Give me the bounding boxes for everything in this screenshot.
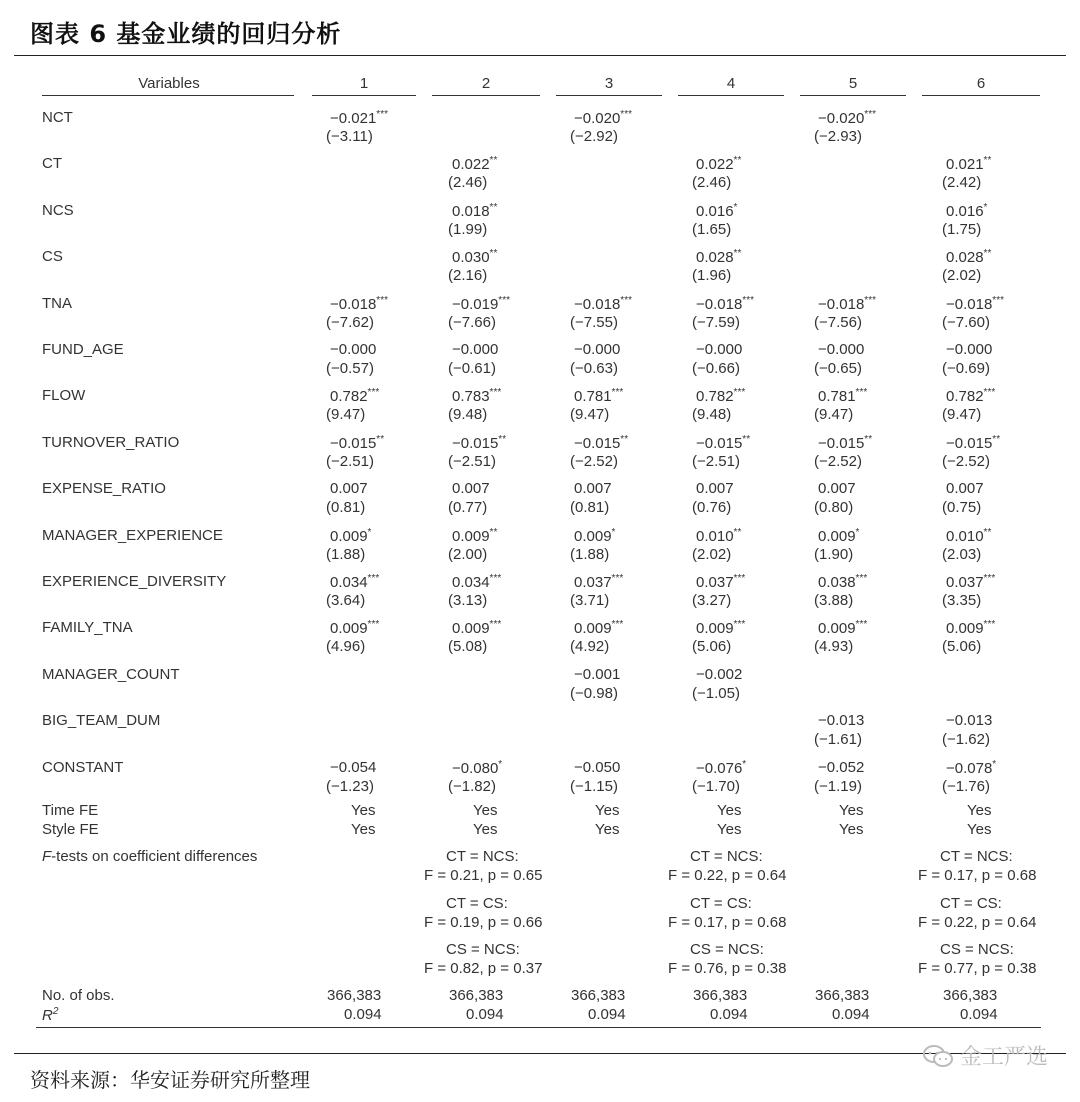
coef-tna-6: −0.018*** — [946, 294, 1004, 313]
tstat-turnover_ratio-5: (−2.52) — [814, 452, 862, 470]
coef-ncs-2: 0.018** — [452, 201, 498, 220]
style-fe-1: Yes — [351, 821, 376, 838]
tstat-expense_ratio-4: (0.76) — [692, 499, 732, 517]
style-fe-5: Yes — [839, 821, 864, 838]
ftest-name-1-col-4: CT = NCS: — [690, 848, 763, 865]
tstat-turnover_ratio-1: (−2.51) — [326, 452, 374, 470]
coef-manager_experience-1: 0.009* — [330, 526, 372, 545]
ftest-value-3-col-4: F = 0.76, p = 0.38 — [668, 960, 787, 977]
tstat-expense_ratio-6: (0.75) — [942, 499, 982, 517]
coef-nct-1: −0.021*** — [330, 109, 388, 127]
ftest-name-1-col-6: CT = NCS: — [940, 848, 1013, 865]
coef-manager_experience-6: 0.010** — [946, 526, 992, 545]
ftest-value-2-col-4: F = 0.17, p = 0.68 — [668, 913, 787, 931]
label-obs: No. of obs. — [42, 987, 115, 1004]
coef-ct-4: 0.022** — [696, 155, 742, 174]
tstat-expense_ratio-1: (0.81) — [326, 499, 366, 517]
label-time-fe: Time FE — [42, 802, 99, 819]
time-fe-2: Yes — [473, 802, 498, 819]
coef-flow-4: 0.782*** — [696, 387, 746, 406]
obs-5: 366,383 — [815, 987, 870, 1004]
header-rule-col-5 — [800, 95, 906, 96]
tstat-ncs-4: (1.65) — [692, 220, 732, 238]
wechat-icon — [922, 1044, 954, 1068]
coef-flow-2: 0.783*** — [452, 387, 502, 406]
tstat-family_tna-6: (5.06) — [942, 638, 982, 656]
var-ncs: NCS — [42, 201, 74, 219]
header-rule-col-3 — [556, 95, 662, 96]
tstat-fund_age-4: (−0.66) — [692, 360, 740, 377]
obs-4: 366,383 — [693, 987, 748, 1004]
tstat-flow-4: (9.48) — [692, 406, 732, 424]
coef-constant-1: −0.054 — [330, 758, 377, 776]
var-big_team_dum: BIG_TEAM_DUM — [42, 712, 161, 730]
bottom-rule — [14, 1053, 1066, 1054]
header-rule-col-1 — [312, 95, 416, 96]
coef-turnover_ratio-4: −0.015** — [696, 433, 751, 452]
tstat-nct-1: (−3.11) — [326, 128, 373, 145]
coef-constant-3: −0.050 — [574, 758, 621, 776]
coef-ct-6: 0.021** — [946, 155, 992, 174]
ftest-name-1-col-2: CT = NCS: — [446, 848, 519, 865]
tstat-constant-2: (−1.82) — [448, 777, 496, 795]
tstat-turnover_ratio-6: (−2.52) — [942, 452, 990, 470]
coef-constant-4: −0.076* — [696, 758, 747, 777]
var-family_tna: FAMILY_TNA — [42, 619, 133, 637]
coef-turnover_ratio-2: −0.015** — [452, 433, 507, 452]
coef-turnover_ratio-3: −0.015** — [574, 433, 629, 452]
coef-cs-6: 0.028** — [946, 248, 992, 267]
tstat-cs-2: (2.16) — [448, 267, 488, 285]
tstat-experience_diversity-2: (3.13) — [448, 592, 488, 609]
label-ftests: F-tests on coefficient differences — [42, 848, 258, 865]
header-variables: Variables — [138, 75, 200, 92]
var-tna: TNA — [42, 294, 72, 312]
tstat-turnover_ratio-3: (−2.52) — [570, 452, 618, 470]
tstat-family_tna-1: (4.96) — [326, 638, 366, 656]
var-constant: CONSTANT — [42, 758, 124, 776]
tstat-manager_experience-2: (2.00) — [448, 545, 488, 563]
tstat-fund_age-6: (−0.69) — [942, 360, 990, 377]
tstat-fund_age-5: (−0.65) — [814, 360, 862, 377]
coef-family_tna-4: 0.009*** — [696, 619, 746, 638]
tstat-manager_experience-3: (1.88) — [570, 545, 610, 563]
tstat-manager_experience-1: (1.88) — [326, 545, 366, 563]
tstat-family_tna-3: (4.92) — [570, 638, 610, 656]
coef-flow-5: 0.781*** — [818, 387, 868, 406]
tstat-family_tna-2: (5.08) — [448, 638, 488, 656]
coef-family_tna-5: 0.009*** — [818, 619, 868, 638]
coef-ct-2: 0.022** — [452, 155, 498, 174]
tstat-fund_age-2: (−0.61) — [448, 360, 496, 377]
coef-big_team_dum-5: −0.013 — [818, 712, 865, 730]
coef-cs-4: 0.028** — [696, 248, 742, 267]
tstat-family_tna-5: (4.93) — [814, 638, 854, 656]
coef-experience_diversity-6: 0.037*** — [946, 573, 996, 591]
coef-cs-2: 0.030** — [452, 248, 498, 267]
time-fe-4: Yes — [717, 802, 742, 819]
watermark — [922, 1040, 1048, 1071]
coef-big_team_dum-6: −0.013 — [946, 712, 993, 730]
tstat-flow-2: (9.48) — [448, 406, 488, 424]
coef-family_tna-6: 0.009*** — [946, 619, 996, 638]
obs-2: 366,383 — [449, 987, 504, 1004]
tstat-nct-5: (−2.93) — [814, 128, 862, 145]
coef-fund_age-3: −0.000 — [574, 341, 621, 358]
tstat-tna-1: (−7.62) — [326, 313, 374, 331]
tstat-nct-3: (−2.92) — [570, 128, 618, 145]
var-fund_age: FUND_AGE — [42, 341, 124, 358]
tstat-ct-6: (2.42) — [942, 174, 982, 192]
header-col-2: 2 — [481, 75, 491, 92]
tstat-experience_diversity-6: (3.35) — [942, 592, 982, 609]
var-manager_experience: MANAGER_EXPERIENCE — [42, 526, 223, 544]
style-fe-2: Yes — [473, 821, 498, 838]
var-ct: CT — [42, 155, 62, 173]
coef-constant-6: −0.078* — [946, 758, 997, 777]
tstat-big_team_dum-5: (−1.61) — [814, 731, 862, 749]
tstat-experience_diversity-5: (3.88) — [814, 592, 854, 609]
ftest-name-2-col-2: CT = CS: — [446, 894, 508, 912]
label-style-fe: Style FE — [42, 821, 99, 838]
tstat-constant-5: (−1.19) — [814, 777, 862, 795]
var-cs: CS — [42, 248, 63, 266]
tstat-cs-4: (1.96) — [692, 267, 732, 285]
style-fe-3: Yes — [595, 821, 620, 838]
coef-manager_count-3: −0.001 — [574, 665, 621, 683]
coef-expense_ratio-3: 0.007 — [574, 480, 612, 498]
coef-flow-3: 0.781*** — [574, 387, 624, 406]
tstat-ct-4: (2.46) — [692, 174, 732, 192]
coef-experience_diversity-1: 0.034*** — [330, 573, 380, 591]
header-col-6: 6 — [976, 75, 986, 92]
style-fe-4: Yes — [717, 821, 742, 838]
coef-constant-5: −0.052 — [818, 758, 865, 776]
ftest-name-2-col-4: CT = CS: — [690, 894, 752, 912]
coef-nct-3: −0.020*** — [574, 109, 632, 127]
tstat-manager_count-3: (−0.98) — [570, 684, 618, 702]
coef-flow-6: 0.782*** — [946, 387, 996, 406]
header-rule-col-4 — [678, 95, 784, 96]
tstat-constant-6: (−1.76) — [942, 777, 990, 795]
tstat-tna-3: (−7.55) — [570, 313, 618, 331]
ftest-value-3-col-2: F = 0.82, p = 0.37 — [424, 960, 543, 977]
coef-fund_age-5: −0.000 — [818, 341, 865, 358]
coef-fund_age-1: −0.000 — [330, 341, 377, 358]
coef-constant-2: −0.080* — [452, 758, 503, 777]
coef-expense_ratio-5: 0.007 — [818, 480, 856, 498]
var-experience_diversity: EXPERIENCE_DIVERSITY — [42, 573, 227, 590]
var-manager_count: MANAGER_COUNT — [42, 665, 180, 683]
r2-5: 0.094 — [832, 1006, 870, 1023]
obs-1: 366,383 — [327, 987, 382, 1004]
coef-experience_diversity-3: 0.037*** — [574, 573, 624, 591]
r2-3: 0.094 — [588, 1006, 626, 1023]
time-fe-3: Yes — [595, 802, 620, 819]
tstat-manager_experience-6: (2.03) — [942, 545, 982, 563]
time-fe-5: Yes — [839, 802, 864, 819]
var-turnover_ratio: TURNOVER_RATIO — [42, 433, 180, 451]
r2-6: 0.094 — [960, 1006, 998, 1023]
tstat-turnover_ratio-4: (−2.51) — [692, 452, 740, 470]
coef-expense_ratio-6: 0.007 — [946, 480, 984, 498]
coef-turnover_ratio-1: −0.015** — [330, 433, 385, 452]
tstat-tna-2: (−7.66) — [448, 313, 496, 331]
header-rule-col-2 — [432, 95, 540, 96]
coef-tna-1: −0.018*** — [330, 294, 388, 313]
table-bottom-rule — [36, 1027, 1041, 1028]
tstat-experience_diversity-3: (3.71) — [570, 592, 610, 609]
tstat-flow-5: (9.47) — [814, 406, 854, 424]
r2-4: 0.094 — [710, 1006, 748, 1023]
tstat-tna-4: (−7.59) — [692, 313, 740, 331]
time-fe-6: Yes — [967, 802, 992, 819]
coef-expense_ratio-2: 0.007 — [452, 480, 490, 498]
tstat-constant-4: (−1.70) — [692, 777, 740, 795]
var-flow: FLOW — [42, 387, 86, 405]
coef-turnover_ratio-5: −0.015** — [818, 433, 873, 452]
ftest-name-3-col-4: CS = NCS: — [690, 941, 764, 958]
coef-turnover_ratio-6: −0.015** — [946, 433, 1001, 452]
coef-manager_experience-4: 0.010** — [696, 526, 742, 545]
tstat-experience_diversity-4: (3.27) — [692, 592, 732, 609]
coef-tna-3: −0.018*** — [574, 294, 632, 313]
coef-experience_diversity-4: 0.037*** — [696, 573, 746, 591]
coef-fund_age-4: −0.000 — [696, 341, 743, 358]
tstat-big_team_dum-6: (−1.62) — [942, 731, 990, 749]
header-rule-col-6 — [922, 95, 1040, 96]
coef-flow-1: 0.782*** — [330, 387, 380, 406]
tstat-manager_experience-5: (1.90) — [814, 545, 854, 563]
coef-family_tna-1: 0.009*** — [330, 619, 380, 638]
coef-manager_count-4: −0.002 — [696, 665, 743, 683]
coef-fund_age-6: −0.000 — [946, 341, 993, 358]
ftest-name-3-col-2: CS = NCS: — [446, 941, 520, 958]
header-col-3: 3 — [604, 75, 614, 92]
coef-nct-5: −0.020*** — [818, 109, 876, 127]
watermark-text: 金工严选 — [959, 1045, 1048, 1070]
obs-6: 366,383 — [943, 987, 998, 1004]
tstat-manager_count-4: (−1.05) — [692, 684, 740, 702]
ftest-value-3-col-6: F = 0.77, p = 0.38 — [918, 960, 1037, 977]
tstat-manager_experience-4: (2.02) — [692, 545, 732, 563]
tstat-turnover_ratio-2: (−2.51) — [448, 452, 496, 470]
figure-title: 图表 6 基金业绩的回归分析 — [30, 20, 342, 48]
time-fe-1: Yes — [351, 802, 376, 819]
ftest-value-1-col-2: F = 0.21, p = 0.65 — [424, 867, 543, 884]
tstat-family_tna-4: (5.06) — [692, 638, 732, 656]
tstat-constant-1: (−1.23) — [326, 777, 374, 795]
label-r2: $R^2$ — [42, 1006, 59, 1024]
coef-tna-2: −0.019*** — [452, 294, 510, 313]
coef-tna-5: −0.018*** — [818, 294, 876, 313]
coef-family_tna-3: 0.009*** — [574, 619, 624, 638]
ftest-value-2-col-6: F = 0.22, p = 0.64 — [918, 913, 1037, 931]
tstat-expense_ratio-3: (0.81) — [570, 499, 610, 517]
tstat-expense_ratio-2: (0.77) — [448, 499, 488, 517]
tstat-flow-3: (9.47) — [570, 406, 610, 424]
source-note: 资料来源：华安证券研究所整理 — [30, 1068, 310, 1092]
tstat-expense_ratio-5: (0.80) — [814, 499, 854, 517]
coef-fund_age-2: −0.000 — [452, 341, 499, 358]
tstat-experience_diversity-1: (3.64) — [326, 592, 366, 609]
var-expense_ratio: EXPENSE_RATIO — [42, 480, 166, 498]
coef-experience_diversity-5: 0.038*** — [818, 573, 868, 591]
coef-ncs-4: 0.016* — [696, 201, 738, 220]
coef-manager_experience-2: 0.009** — [452, 526, 498, 545]
ftest-value-1-col-6: F = 0.17, p = 0.68 — [918, 867, 1037, 884]
ftest-value-1-col-4: F = 0.22, p = 0.64 — [668, 867, 787, 884]
header-col-1: 1 — [359, 75, 369, 92]
var-nct: NCT — [42, 109, 73, 126]
coef-tna-4: −0.018*** — [696, 294, 754, 313]
header-col-5: 5 — [848, 75, 858, 92]
header-col-4: 4 — [726, 75, 736, 92]
coef-family_tna-2: 0.009*** — [452, 619, 502, 638]
tstat-tna-6: (−7.60) — [942, 313, 990, 331]
coef-manager_experience-3: 0.009* — [574, 526, 616, 545]
tstat-constant-3: (−1.15) — [570, 777, 618, 795]
tstat-ncs-2: (1.99) — [448, 220, 488, 238]
ftest-value-2-col-2: F = 0.19, p = 0.66 — [424, 913, 543, 931]
header-rule-variables — [42, 95, 294, 96]
coef-expense_ratio-1: 0.007 — [330, 480, 368, 498]
tstat-cs-6: (2.02) — [942, 267, 982, 285]
tstat-fund_age-1: (−0.57) — [326, 360, 374, 377]
style-fe-6: Yes — [967, 821, 992, 838]
tstat-ncs-6: (1.75) — [942, 220, 982, 238]
coef-ncs-6: 0.016* — [946, 201, 988, 220]
ftest-name-2-col-6: CT = CS: — [940, 894, 1002, 912]
tstat-tna-5: (−7.56) — [814, 313, 862, 331]
tstat-ct-2: (2.46) — [448, 174, 488, 192]
r2-1: 0.094 — [344, 1006, 382, 1023]
coef-manager_experience-5: 0.009* — [818, 526, 860, 545]
r2-2: 0.094 — [466, 1006, 504, 1023]
tstat-fund_age-3: (−0.63) — [570, 360, 618, 377]
coef-expense_ratio-4: 0.007 — [696, 480, 734, 498]
coef-experience_diversity-2: 0.034*** — [452, 573, 502, 591]
obs-3: 366,383 — [571, 987, 626, 1004]
tstat-flow-1: (9.47) — [326, 406, 366, 424]
tstat-flow-6: (9.47) — [942, 406, 982, 424]
ftest-name-3-col-6: CS = NCS: — [940, 941, 1014, 958]
